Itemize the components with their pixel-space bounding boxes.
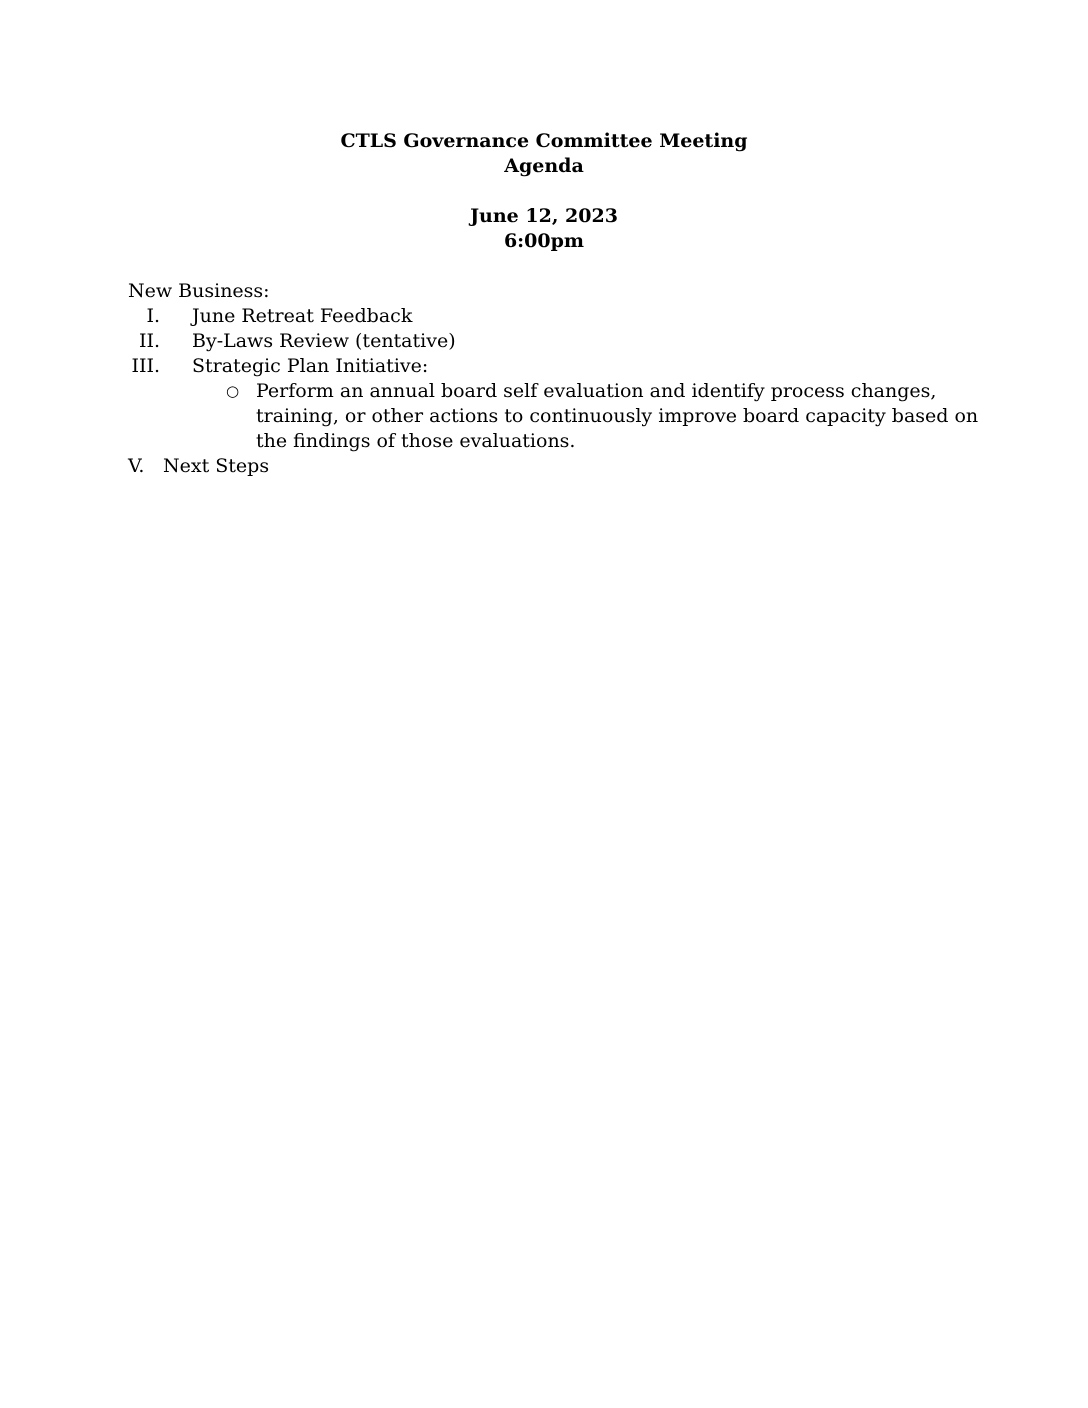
final-item-numeral: V.: [128, 455, 145, 477]
item-text: Strategic Plan Initiative:: [192, 355, 429, 377]
title-block: [0, 129, 1088, 179]
date-block: [0, 204, 1088, 254]
item-text: By-Laws Review (tentative): [192, 330, 456, 352]
hollow-bullet-icon: ○: [226, 382, 240, 400]
item-numeral: III.: [131, 355, 160, 377]
item-numeral: I.: [146, 305, 160, 327]
item-text: June Retreat Feedback: [192, 305, 413, 327]
agenda-heading: Agenda: [504, 155, 584, 177]
item-numeral: II.: [138, 330, 160, 352]
subitem-line: training, or other actions to continuously improve board capacity based on: [256, 405, 979, 427]
section-label: New Business:: [128, 280, 270, 302]
meeting-time: 6:00pm: [503, 230, 585, 252]
meeting-title: CTLS Governance Committee Meeting: [340, 130, 748, 152]
subitem-line: Perform an annual board self evaluation and identify process changes,: [256, 380, 937, 402]
subitem-line: the findings of those evaluations.: [256, 430, 576, 452]
meeting-date: June 12, 2023: [470, 205, 618, 227]
final-item-text: Next Steps: [163, 455, 270, 477]
subitem-paragraph: [256, 379, 979, 454]
